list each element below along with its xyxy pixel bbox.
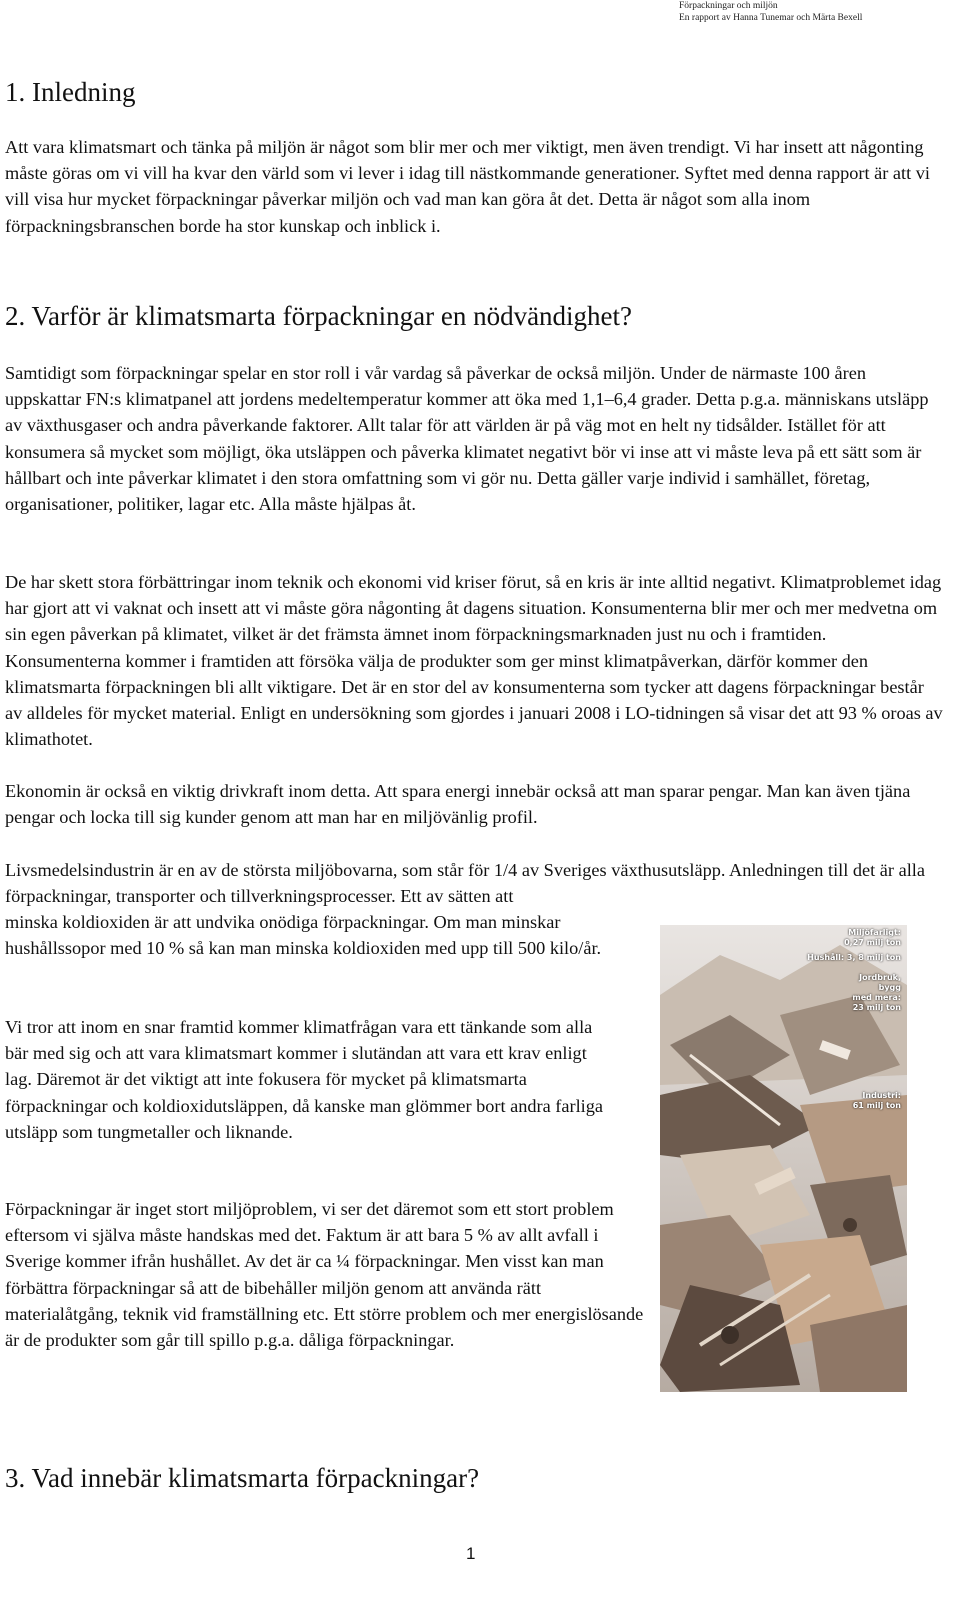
section-2-paragraph-1: Samtidigt som förpackningar spelar en stor roll i vår vardag så påverkar de också miljön. Under de närmaste 100 åren uppskattar FN:s klimatpanel att jordens medeltemperatur kommer att öka med 1,1–6,4 grader. Detta p.g.a. människans utsläpp av växthusgaser och andra påverkande faktorer. Allt talar för att världen är på väg mot en helt ny tidsålder. Istället för att konsumera så mycket som möjligt, öka utsläppen och påverka klimatet negativt bör vi inse att vi måste leva på ett sätt som är hållbart och inte påverkar klimatet i den stora omfattning som vi gör nu. Detta gäller varje individ i samhället, företag, organisationer, politiker, lagar etc. Alla måste hjälpas åt. (5, 363, 929, 515)
section-1-paragraph: Att vara klimatsmart och tänka på miljön är något som blir mer och mer viktigt, men även trendigt. Vi har insett att någonting måste göras om vi vill ha kvar den värld som vi lever i idag till nästkommande generationer. Syftet med denna rapport är att vi vill visa hur mycket förpackningar påverkar miljön och vad man kan göra åt det. Detta är något som alla inom förpackningsbranschen borde ha stor kunskap och inblick i. (5, 137, 930, 236)
section-2-paragraph-4: Livsmedelsindustrin är en av de största miljöbovarna, som står för 1/4 av Sveriges växthusutsläpp. Anledningen till det är alla förpackningar, transporter och tillverkningsprocesser. Ett av sätten att (5, 860, 925, 907)
section-1-heading: 1. Inledning (5, 77, 136, 107)
label-household-waste (807, 953, 901, 963)
label-industry-waste (853, 1091, 901, 1111)
section-2-paragraph-3: Ekonomin är också en viktig drivkraft inom detta. Att spara energi innebär också att man sparar pengar. Man kan även tjäna pengar och locka till sig kunder genom att man har en miljövänlig profil. (5, 781, 911, 828)
page-number: 1 (466, 1544, 476, 1563)
label-agriculture-waste (852, 973, 901, 1013)
section-2-paragraph-4-continued: minska koldioxiden är att undvika onödiga förpackningar. Om man minskar hushållssopor med 10 % så kan man minska koldioxiden med upp till 500 kilo/år. (5, 912, 602, 959)
section-2-paragraph-5: Vi tror att inom en snar framtid kommer klimatfrågan vara ett tänkande som alla bär med sig och att vara klimatsmart kommer i slutändan att vara ett krav enligt lag. Däremot är det viktigt att inte fokusera för mycket på klimatsmarta förpackningar och koldioxidutsläppen, då kanske man glömmer bort andra farliga utsläpp som tungmetaller och liknande. (5, 1017, 604, 1142)
label-household-text: Hushåll: 3, 8 milj ton (807, 953, 901, 962)
label-industry-title: Industri: (862, 1091, 901, 1100)
waste-pile-figure (660, 925, 907, 1392)
section-2-paragraph-6: Förpackningar är inget stort miljöproblem, vi ser det däremot som ett stort problem eftersom vi själva måste handskas med det. Faktum är att bara 5 % av allt avfall i Sverige kommer ifrån hushållet. Av det är ca ¼ förpackningar. Men visst kan man förbättra förpackningar så att de bibehåller miljön genom att använda rätt materialåtgång, teknik vid framställning etc. Ett större problem och mer energislösande är de produkter som går till spillo p.g.a. dåliga förpackningar. (5, 1199, 644, 1351)
header-authors: En rapport av Hanna Tunemar och Märta Bexell (679, 13, 863, 23)
section-2-heading: 2. Varför är klimatsmarta förpackningar en nödvändighet? (5, 301, 633, 331)
label-industry-value: 61 milj ton (852, 1101, 901, 1110)
label-agri-line-2: bygg (878, 983, 901, 992)
label-hazardous-waste (844, 928, 901, 948)
label-agri-line-1: Jordbruk, (859, 973, 901, 982)
section-3-heading: 3. Vad innebär klimatsmarta förpackningar? (5, 1463, 480, 1493)
header-title: Förpackningar och miljön (679, 1, 778, 11)
section-2-paragraph-2: De har skett stora förbättringar inom teknik och ekonomi vid kriser förut, så en kris är inte alltid negativt. Klimatproblemet idag har gjort att vi vaknat och insett att vi måste göra någonting åt dagens situation. Konsumenterna blir mer och mer medvetna om sin egen påverkan på klimatet, vilket är det främsta ämnet inom förpackningsmarknaden just nu och i framtiden. Konsumenterna kommer i framtiden att försöka välja de produkter som ger minst klimatpåverkan, därför kommer den klimatsmarta förpackningen bli allt viktigare. Det är en stor del av konsumenterna som tycker att dagens förpackningar består av alldeles för mycket material. Enligt en undersökning som gjordes i januari 2008 i LO-tidningen så visar det att 93 % oroas av klimathotet. (5, 572, 943, 750)
label-hazardous-value: 0,27 milj ton (844, 938, 901, 947)
label-agri-line-4: 23 milj ton (852, 1003, 901, 1012)
label-agri-line-3: med mera: (852, 993, 901, 1002)
running-header (679, 0, 862, 24)
label-hazardous-title: Miljöfarligt: (848, 928, 901, 937)
